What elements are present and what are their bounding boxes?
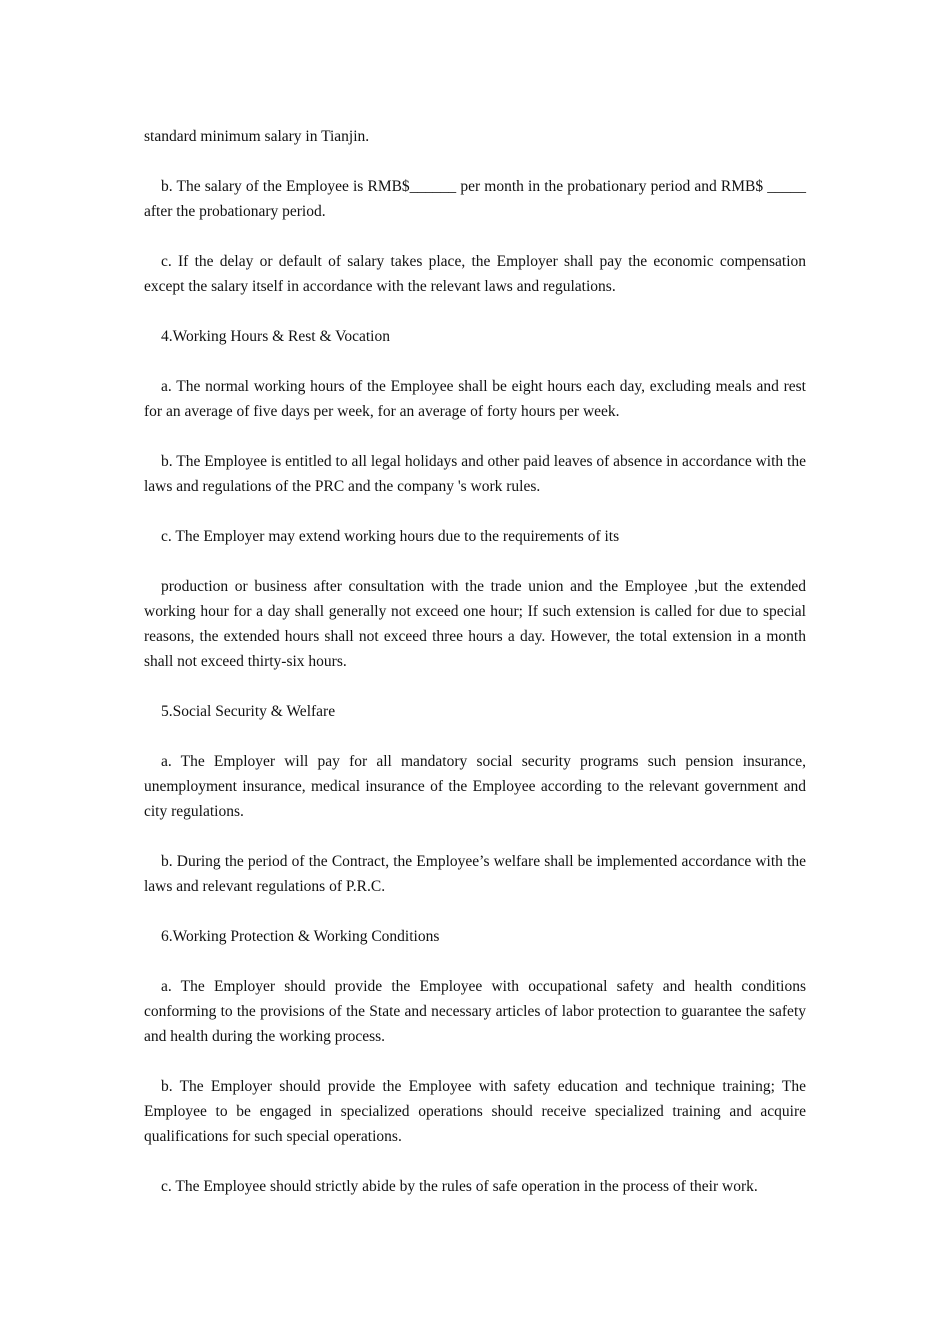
paragraph-social-security: a. The Employer will pay for all mandatory social security programs such pension insurance, unemployment insurance, medical insurance of the Employee according to the relevant government and city regulations. — [144, 753, 806, 820]
paragraph-safety-conditions: a. The Employer should provide the Employee with occupational safety and health conditions conforming to the provisions of the State and necessary articles of labor protection to guarantee the safety and health during the working process. — [144, 978, 806, 1045]
document-body — [144, 124, 806, 1224]
section-heading-working-protection: 6.Working Protection & Working Conditions — [161, 928, 440, 945]
paragraph-holidays: b. The Employee is entitled to all legal holidays and other paid leaves of absence in accordance with the laws and regulations of the PRC and the company 's work rules. — [144, 453, 806, 495]
paragraph-safe-operation: c. The Employee should strictly abide by the rules of safe operation in the process of their work. — [161, 1178, 758, 1195]
section-heading-working-hours: 4.Working Hours & Rest & Vocation — [161, 328, 390, 345]
section-heading-social-security: 5.Social Security & Welfare — [161, 703, 336, 720]
paragraph-salary-amount: b. The salary of the Employee is RMB$______ per month in the probationary period and RMB$ _____ after the probationary period. — [144, 178, 806, 220]
paragraph-normal-hours: a. The normal working hours of the Employee shall be eight hours each day, excluding meals and rest for an average of five days per week, for an average of forty hours per week. — [144, 378, 806, 420]
paragraph-safety-training: b. The Employer should provide the Employee with safety education and technique training; The Employee to be engaged in specialized operations should receive specialized training and acquire qualifications for such special operations. — [144, 1078, 806, 1145]
paragraph-extension-limits: production or business after consultation with the trade union and the Employee ,but the extended working hour for a day shall generally not exceed one hour; If such extension is called for due to special reasons, the extended hours shall not exceed three hours a day. However, the total extension in a month shall not exceed thirty-six hours. — [144, 578, 806, 670]
paragraph-welfare: b. During the period of the Contract, the Employee’s welfare shall be implemented accordance with the laws and relevant regulations of P.R.C. — [144, 853, 806, 895]
paragraph-extend-hours: c. The Employer may extend working hours due to the requirements of its — [161, 528, 620, 545]
paragraph-salary-minimum: standard minimum salary in Tianjin. — [144, 128, 370, 145]
paragraph-salary-delay: c. If the delay or default of salary takes place, the Employer shall pay the economic compensation except the salary itself in accordance with the relevant laws and regulations. — [144, 253, 806, 295]
